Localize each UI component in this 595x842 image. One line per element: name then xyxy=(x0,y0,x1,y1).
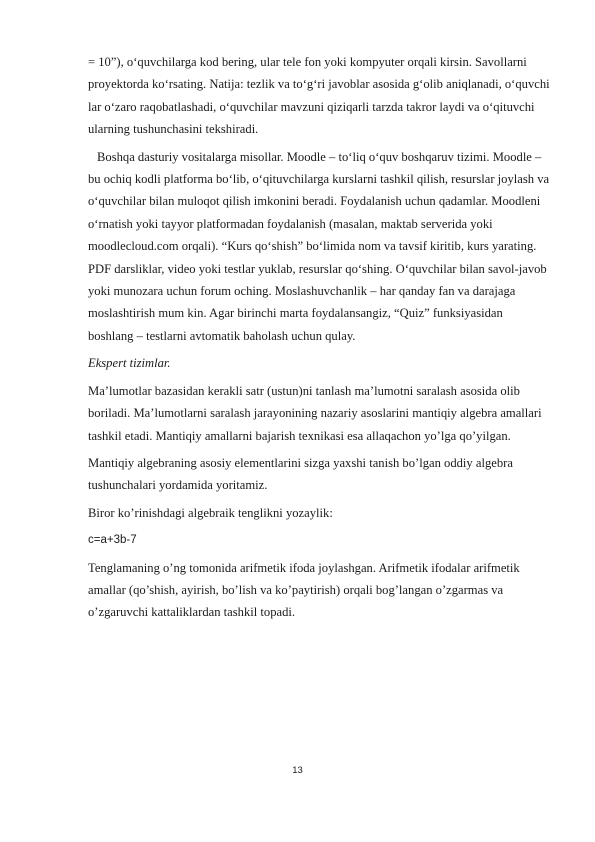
paragraph-data-sorting: Ma’lumotlar bazasidan kerakli satr (ustun)ni tanlash ma’lumotni saralash asosida olib boriladi. Ma’lumotlarni saralash jarayonining nazariy asoslarini mantiqiy algebra amallari tashkil etadi. Mantiqiy amallarni bajarish texnikasi esa allaqachon yo’lga qo’yilgan. xyxy=(88,383,542,443)
page-number: 13 xyxy=(292,765,303,776)
page-body xyxy=(88,51,550,624)
paragraph-kahoot-result: = 10”), o‘quvchilarga kod bering, ular tele fon yoki kompyuter orqali kirsin. Savollarni proyektorda ko‘rsating. Natija: tezlik va to‘g‘ri javoblar asosida g‘olib aniqlanadi, o‘quvchi lar o‘zaro raqobatlashadi, o‘quvchilar mavzuni qiziqarli tarzda takror laydi va o‘qituvchi ularning tushunchasini tekshiradi. xyxy=(88,55,550,137)
paragraph-equation-intro: Biror ko’rinishdagi algebraik tenglikni yozaylik: xyxy=(88,505,333,520)
paragraph-moodle: Boshqa dasturiy vositalarga misollar. Moodle – to‘liq o‘quv boshqaruv tizimi. Moodle – bu ochiq kodli platforma bo‘lib, o‘qituvchilarga kurslarni tashkil qilish, resurslar joylash va o‘quvchilar bilan muloqot qilish imkonini beradi. Foydalanish uchun qadamlar. Moodleni o‘rnatish yoki tayyor platformadan foydalanish (masalan, maktab serverida yoki moodlecloud.com orqali). “Kurs qo‘shish” bo‘limida nom va tavsif kiritib, kurs yarating. PDF darsliklar, video yoki testlar yuklab, resurslar qo‘shing. O‘quvchilar bilan savol-javob yoki munozara uchun forum oching. Moslashuvchanlik – har qanday fan va darajaga moslashtirish mum kin. Agar birinchi marta foydalansangiz, “Quiz” funksiyasidan boshlang – testlarni avtomatik baholash uchun qulay. xyxy=(88,149,550,343)
section-heading-expert-systems: Ekspert tizimlar. xyxy=(88,356,171,371)
paragraph-logic-algebra: Mantiqiy algebraning asosiy elementlarini sizga yaxshi tanish bo’lgan oddiy algebra tushunchalari yordamida yoritamiz. xyxy=(88,455,513,493)
equation-formula: c=a+3b-7 xyxy=(88,534,137,547)
paragraph-arithmetic-expression: Tenglamaning o’ng tomonida arifmetik ifoda joylashgan. Arifmetik ifodalar arifmetik amallar (qo’shish, ayirish, bo’lish va ko’paytirish) orqali bog’langan o’zgarmas va o’zgaruvchi kattaliklardan tashkil topadi. xyxy=(88,560,520,620)
